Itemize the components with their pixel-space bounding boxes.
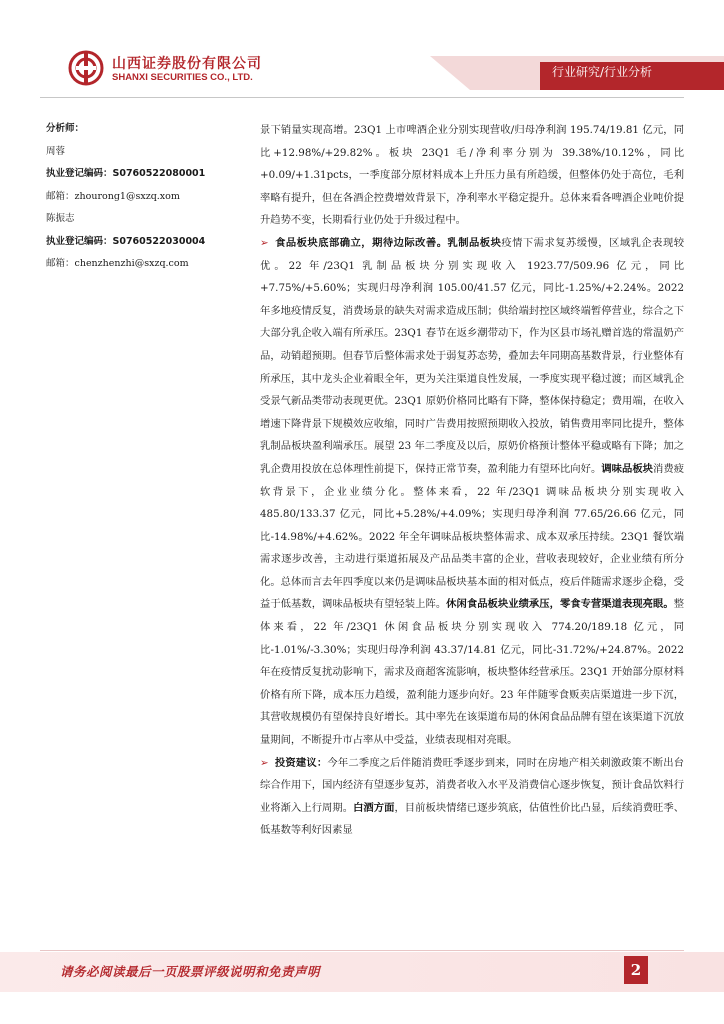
text-dairy: 疫情下需求复苏缓慢，区域乳企表现较优。22 年/23Q1 乳制品板块分别实现收入 1923.77/509.96 亿元，同比+7.75%/+5.60%；实现归母净利润 105.00/41.57 亿元，同比-1.25%/+2.24%。2022 年多地疫情反复，消费场景的缺失对需求造成压制；供给端封控区域终端暂停营业，综合之下大部分乳企收入端有所承压。23Q1 春节在返乡潮带动下，作为区县市场礼赠首选的常温奶产品，动销超预期。但春节后整体需求处于弱复苏态势，叠加去年同期高基数背景，行业整体有所承压，其中龙头企业着眼全年，更为关注渠道良性发展，一季度实现平稳过渡；而区域乳企受景气新品类带动表现更优。23Q1 原奶价格同比略有下降，整体保持稳定；费用端，在收入增速下降背景下规模效应收缩，同时广告费用按照预期收入投放，销售费用率同比提升，整体乳制品板块盈利端承压。展望 23 年二季度及以后，原奶价格预计整体平稳或略有下降；加之乳企费用投放在总体理性前提下，保持正常节奏，盈利能力有望环比向好。 [260,236,685,475]
text-investment: 今年二季度之后伴随消费旺季逐步到来，同时在房地产相关刺激政策不断出台综合作用下，国内经济有望逐步复苏，消费者收入水平及消费信心逐步恢复，预计食品饮料行业将渐入上行周期。 [260,756,685,814]
analyst-name: 陈振志 [46,213,75,224]
company-name-cn: 山西证券股份有限公司 [112,56,262,72]
section-heading-food: 食品板块底部确立，期待边际改善。 [274,236,448,249]
analyst-registration: 执业登记编码：S0760522080001 [46,168,206,179]
header-divider [40,97,684,98]
subheading-baijiu: 白酒方面 [353,801,395,814]
analyst-title: 分析师： [46,123,85,134]
analyst-email: 邮箱：zhourong1@sxzq.xom [46,190,180,202]
analyst-name: 周蓉 [46,145,66,157]
paragraph-investment [260,752,684,842]
subheading-snack: 休闲食品板块业绩承压，零食专营渠道表现亮眼。 [446,598,674,611]
report-body [260,119,684,842]
subheading-dairy: 乳制品板块 [447,236,502,249]
text-condiment: 消费疲软背景下，企业业绩分化。整体来看，22 年/23Q1 调味品板块分别实现收入 485.80/133.37 亿元，同比+5.28%/+4.09%；实现归母净利润 77.65/26.66 亿元，同比-14.98%/+4.62%。2022 年全年调味品板块整体需求、成本双承压持续。23Q1 餐饮端需求逐步改善，主动进行渠道拓展及产品品类丰富的企业，营收表现较好，企业业绩有所分化。总体而言去年四季度以来仍是调味品板块基本面的相对低点，疫后伴随需求逐步企稳，受益于低基数，调味品板块有望轻装上阵。 [260,462,685,611]
section-label: 行业研究/行业分析 [552,65,653,79]
analyst-registration: 执业登记编码：S0760522030004 [46,235,206,247]
subheading-condiment: 调味品板块 [601,462,654,475]
company-name-en: SHANXI SECURITIES CO., LTD. [112,72,253,83]
analyst-sidebar [46,118,236,276]
arrow-bullet-icon: ➢ [260,236,269,249]
analyst-email: 邮箱：chenzhenzhi@sxzq.com [46,258,189,269]
footer-divider [40,950,684,951]
disclaimer-notice: 请务必阅读最后一页股票评级说明和免责声明 [60,964,321,979]
arrow-bullet-icon: ➢ [260,756,269,769]
section-heading-investment: 投资建议： [274,756,328,769]
paragraph-beer: 景下销量实现高增。23Q1 上市啤酒企业分别实现营收/归母净利润 195.74/19.81 亿元，同比+12.98%/+29.82%。板块 23Q1 毛/净利率分别为 39.38%/10.12%，同比+0.09/+1.31pcts，一季度部分原材料成本上升压力虽有所趋缓，但整体仍处于高位，毛利率略有提升，但在各酒企控费增效背景下，净利率水平稳定提升。总体来看各啤酒企业吨价提升趋势不变，长期看行业仍处于升级过程中。 [260,124,684,227]
text-baijiu: ，目前板块情绪已逐步筑底，估值性价比凸显，后续消费旺季、低基数等利好因素显 [260,801,685,837]
page-number: 2 [624,956,648,984]
paragraph-food [260,232,684,752]
text-snack: 整体来看，22 年/23Q1 休闲食品板块分别实现收入 774.20/189.18 亿元，同比-1.01%/-3.30%；实现归母净利润 43.37/14.81 亿元，同比-31.72%/+24.87%。2022 年在疫情反复扰动影响下，需求及商超客流影响，板块整体经营承压。23Q1 开始部分原材料价格有所下降，成本压力趋缓，盈利能力逐步向好。23 年伴随零食贩卖店渠道进一步下沉，其营收规模仍有望保持良好增长。其中率先在该渠道布局的休闲食品品牌有望在该渠道下沉放量期间，不断提升市占率从中受益，业绩表现相对亮眼。 [260,598,685,747]
